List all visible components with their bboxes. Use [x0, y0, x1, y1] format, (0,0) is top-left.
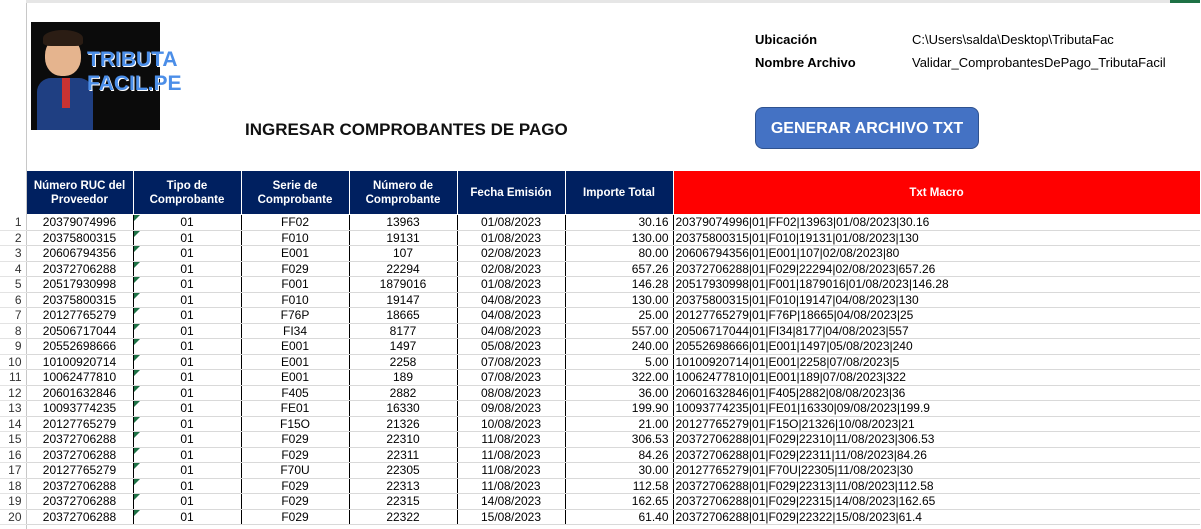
txt-macro-cell[interactable]: 20372706288|01|F029|22294|02/08/2023|657.26 — [673, 261, 1200, 277]
txt-macro-cell[interactable]: 20506717044|01|FI34|8177|04/08/2023|557 — [673, 323, 1200, 339]
importe-cell[interactable]: 557.00 — [565, 323, 673, 339]
row-number[interactable]: 3 — [0, 246, 26, 262]
row-number[interactable]: 13 — [0, 401, 26, 417]
table-row — [0, 308, 1200, 324]
tipo-cell[interactable]: 01 — [133, 308, 241, 324]
serie-cell[interactable]: F029 — [241, 447, 349, 463]
importe-cell[interactable]: 199.90 — [565, 401, 673, 417]
error-indicator-icon — [134, 231, 140, 237]
table-row — [0, 494, 1200, 510]
error-indicator-icon — [134, 293, 140, 299]
table-row — [0, 246, 1200, 262]
importe-cell[interactable]: 84.26 — [565, 447, 673, 463]
error-indicator-icon — [134, 215, 140, 221]
table-row — [0, 339, 1200, 355]
row-number[interactable]: 20 — [0, 509, 26, 525]
importe-cell[interactable]: 322.00 — [565, 370, 673, 386]
row-number[interactable]: 18 — [0, 478, 26, 494]
txt-macro-cell[interactable]: 20517930998|01|F001|1879016|01/08/2023|146.28 — [673, 277, 1200, 293]
importe-cell[interactable]: 30.16 — [565, 215, 673, 231]
serie-cell[interactable]: F15O — [241, 416, 349, 432]
error-indicator-icon — [134, 479, 140, 485]
error-indicator-icon — [134, 308, 140, 314]
fecha-cell[interactable]: 14/08/2023 — [457, 494, 565, 510]
txt-macro-cell[interactable]: 20379074996|01|FF02|13963|01/08/2023|30.16 — [673, 215, 1200, 231]
row-number[interactable]: 14 — [0, 416, 26, 432]
error-indicator-icon — [134, 463, 140, 469]
serie-cell[interactable]: E001 — [241, 246, 349, 262]
table-row — [0, 323, 1200, 339]
fecha-cell[interactable]: 02/08/2023 — [457, 246, 565, 262]
tipo-cell[interactable]: 01 — [133, 385, 241, 401]
numero-cell[interactable]: 22310 — [349, 432, 457, 448]
logo-text-line2: FACIL.PE — [87, 72, 182, 95]
ruc-cell[interactable]: 20127765279 — [26, 463, 133, 479]
importe-cell[interactable]: 112.58 — [565, 478, 673, 494]
location-value[interactable]: C:\Users\salda\Desktop\TributaFac — [912, 32, 1114, 47]
fecha-cell[interactable]: 01/08/2023 — [457, 277, 565, 293]
numero-cell[interactable]: 22294 — [349, 261, 457, 277]
table-row — [0, 277, 1200, 293]
numero-cell[interactable]: 16330 — [349, 401, 457, 417]
error-indicator-icon — [134, 324, 140, 330]
fecha-cell[interactable]: 05/08/2023 — [457, 339, 565, 355]
ruc-cell[interactable]: 20601632846 — [26, 385, 133, 401]
column-header-importe[interactable]: Importe Total — [565, 171, 673, 215]
fecha-cell[interactable]: 02/08/2023 — [457, 261, 565, 277]
numero-cell[interactable]: 22305 — [349, 463, 457, 479]
fecha-cell[interactable]: 11/08/2023 — [457, 463, 565, 479]
error-indicator-icon — [134, 401, 140, 407]
ruc-cell[interactable]: 20372706288 — [26, 478, 133, 494]
table-row — [0, 478, 1200, 494]
row-number[interactable]: 11 — [0, 370, 26, 386]
txt-macro-cell[interactable]: 20606794356|01|E001|107|02/08/2023|80 — [673, 246, 1200, 262]
numero-cell[interactable]: 13963 — [349, 215, 457, 231]
error-indicator-icon — [134, 246, 140, 252]
row-number[interactable]: 4 — [0, 261, 26, 277]
tipo-cell[interactable]: 01 — [133, 478, 241, 494]
tipo-cell[interactable]: 01 — [133, 292, 241, 308]
txt-macro-cell[interactable]: 20372706288|01|F029|22322|15/08/2023|61.4 — [673, 509, 1200, 525]
row-number[interactable]: 6 — [0, 292, 26, 308]
table-header-row — [0, 171, 1200, 215]
numero-cell[interactable]: 22315 — [349, 494, 457, 510]
fecha-cell[interactable]: 11/08/2023 — [457, 447, 565, 463]
error-indicator-icon — [134, 494, 140, 500]
serie-cell[interactable]: FI34 — [241, 323, 349, 339]
fecha-cell[interactable]: 09/08/2023 — [457, 401, 565, 417]
row-number[interactable]: 12 — [0, 385, 26, 401]
numero-cell[interactable]: 2258 — [349, 354, 457, 370]
importe-cell[interactable]: 25.00 — [565, 308, 673, 324]
serie-cell[interactable]: F001 — [241, 277, 349, 293]
txt-macro-cell[interactable]: 20552698666|01|E001|1497|05/08/2023|240 — [673, 339, 1200, 355]
error-indicator-icon — [134, 370, 140, 376]
tipo-cell[interactable]: 01 — [133, 509, 241, 525]
ruc-cell[interactable]: 20372706288 — [26, 447, 133, 463]
importe-cell[interactable]: 61.40 — [565, 509, 673, 525]
fecha-cell[interactable]: 04/08/2023 — [457, 323, 565, 339]
table-row — [0, 230, 1200, 246]
top-rule — [26, 0, 1200, 3]
column-header-ruc[interactable]: Número RUC del Proveedor — [26, 171, 133, 215]
txt-macro-cell[interactable]: 20372706288|01|F029|22310|11/08/2023|306.53 — [673, 432, 1200, 448]
tributafacil-logo — [31, 22, 182, 130]
serie-cell[interactable]: FE01 — [241, 401, 349, 417]
fecha-cell[interactable]: 04/08/2023 — [457, 308, 565, 324]
txt-macro-cell[interactable]: 10093774235|01|FE01|16330|09/08/2023|199.9 — [673, 401, 1200, 417]
txt-macro-cell[interactable]: 20372706288|01|F029|22315|14/08/2023|162.65 — [673, 494, 1200, 510]
ruc-cell[interactable]: 20372706288 — [26, 509, 133, 525]
tipo-cell[interactable]: 01 — [133, 494, 241, 510]
table-row — [0, 370, 1200, 386]
tipo-cell[interactable]: 01 — [133, 447, 241, 463]
importe-cell[interactable]: 5.00 — [565, 354, 673, 370]
table-row — [0, 447, 1200, 463]
numero-cell[interactable]: 22322 — [349, 509, 457, 525]
numero-cell[interactable]: 107 — [349, 246, 457, 262]
txt-macro-cell[interactable]: 10062477810|01|E001|189|07/08/2023|322 — [673, 370, 1200, 386]
ruc-cell[interactable]: 20379074996 — [26, 215, 133, 231]
filename-label: Nombre Archivo — [755, 55, 856, 70]
tipo-cell[interactable]: 01 — [133, 339, 241, 355]
fecha-cell[interactable]: 07/08/2023 — [457, 354, 565, 370]
ruc-cell[interactable]: 20372706288 — [26, 494, 133, 510]
serie-cell[interactable]: F76P — [241, 308, 349, 324]
row-number[interactable]: 5 — [0, 277, 26, 293]
importe-cell[interactable]: 162.65 — [565, 494, 673, 510]
generate-txt-button[interactable]: GENERAR ARCHIVO TXT — [755, 107, 979, 149]
serie-cell[interactable]: F029 — [241, 509, 349, 525]
ruc-cell[interactable]: 10093774235 — [26, 401, 133, 417]
column-header-tipo[interactable]: Tipo de Comprobante — [133, 171, 241, 215]
numero-cell[interactable]: 8177 — [349, 323, 457, 339]
ruc-cell[interactable]: 20606794356 — [26, 246, 133, 262]
row-number[interactable]: 16 — [0, 447, 26, 463]
row-number[interactable]: 19 — [0, 494, 26, 510]
serie-cell[interactable]: F029 — [241, 261, 349, 277]
txt-macro-cell[interactable]: 20375800315|01|F010|19131|01/08/2023|130 — [673, 230, 1200, 246]
tipo-cell[interactable]: 01 — [133, 277, 241, 293]
importe-cell[interactable]: 240.00 — [565, 339, 673, 355]
table-row — [0, 401, 1200, 417]
logo-tie — [62, 78, 70, 108]
error-indicator-icon — [134, 339, 140, 345]
error-indicator-icon — [134, 355, 140, 361]
numero-cell[interactable]: 19147 — [349, 292, 457, 308]
vouchers-table — [0, 170, 1201, 525]
serie-cell[interactable]: F029 — [241, 432, 349, 448]
row-number[interactable]: 1 — [0, 215, 26, 231]
txt-macro-cell[interactable]: 10100920714|01|E001|2258|07/08/2023|5 — [673, 354, 1200, 370]
importe-cell[interactable]: 130.00 — [565, 230, 673, 246]
txt-macro-cell[interactable]: 20127765279|01|F15O|21326|10/08/2023|21 — [673, 416, 1200, 432]
ruc-cell[interactable]: 20127765279 — [26, 308, 133, 324]
table-row — [0, 416, 1200, 432]
ruc-cell[interactable]: 20506717044 — [26, 323, 133, 339]
column-header-txt-macro[interactable]: Txt Macro — [673, 171, 1200, 215]
numero-cell[interactable]: 22311 — [349, 447, 457, 463]
tipo-cell[interactable]: 01 — [133, 261, 241, 277]
location-label: Ubicación — [755, 32, 818, 47]
row-number[interactable]: 9 — [0, 339, 26, 355]
table-row — [0, 261, 1200, 277]
serie-cell[interactable]: F010 — [241, 230, 349, 246]
table-row — [0, 432, 1200, 448]
ruc-cell[interactable]: 20517930998 — [26, 277, 133, 293]
row-number-header — [0, 171, 26, 215]
numero-cell[interactable]: 22313 — [349, 478, 457, 494]
filename-value[interactable]: Validar_ComprobantesDePago_TributaFacil — [912, 55, 1166, 70]
importe-cell[interactable]: 146.28 — [565, 277, 673, 293]
txt-macro-cell[interactable]: 20375800315|01|F010|19147|04/08/2023|130 — [673, 292, 1200, 308]
ruc-cell[interactable]: 20127765279 — [26, 416, 133, 432]
fecha-cell[interactable]: 01/08/2023 — [457, 230, 565, 246]
importe-cell[interactable]: 306.53 — [565, 432, 673, 448]
row-number[interactable]: 10 — [0, 354, 26, 370]
row-number[interactable]: 2 — [0, 230, 26, 246]
importe-cell[interactable]: 21.00 — [565, 416, 673, 432]
serie-cell[interactable]: FF02 — [241, 215, 349, 231]
serie-cell[interactable]: E001 — [241, 354, 349, 370]
error-indicator-icon — [134, 432, 140, 438]
txt-macro-cell[interactable]: 20127765279|01|F76P|18665|04/08/2023|25 — [673, 308, 1200, 324]
numero-cell[interactable]: 18665 — [349, 308, 457, 324]
row-number[interactable]: 8 — [0, 323, 26, 339]
ruc-cell[interactable]: 20372706288 — [26, 432, 133, 448]
importe-cell[interactable]: 36.00 — [565, 385, 673, 401]
ruc-cell[interactable]: 10062477810 — [26, 370, 133, 386]
serie-cell[interactable]: F010 — [241, 292, 349, 308]
table-row — [0, 509, 1200, 525]
fecha-cell[interactable]: 04/08/2023 — [457, 292, 565, 308]
fecha-cell[interactable]: 10/08/2023 — [457, 416, 565, 432]
table-row — [0, 292, 1200, 308]
importe-cell[interactable]: 130.00 — [565, 292, 673, 308]
table-row — [0, 463, 1200, 479]
importe-cell[interactable]: 80.00 — [565, 246, 673, 262]
column-header-serie[interactable]: Serie de Comprobante — [241, 171, 349, 215]
error-indicator-icon — [134, 262, 140, 268]
importe-cell[interactable]: 657.26 — [565, 261, 673, 277]
error-indicator-icon — [134, 277, 140, 283]
error-indicator-icon — [134, 386, 140, 392]
tipo-cell[interactable]: 01 — [133, 230, 241, 246]
txt-macro-cell[interactable]: 20127765279|01|F70U|22305|11/08/2023|30 — [673, 463, 1200, 479]
serie-cell[interactable]: F029 — [241, 494, 349, 510]
txt-macro-cell[interactable]: 20601632846|01|F405|2882|08/08/2023|36 — [673, 385, 1200, 401]
tipo-cell[interactable]: 01 — [133, 463, 241, 479]
tipo-cell[interactable]: 01 — [133, 323, 241, 339]
tipo-cell[interactable]: 01 — [133, 401, 241, 417]
page-title: INGRESAR COMPROBANTES DE PAGO — [245, 120, 568, 139]
fecha-cell[interactable]: 07/08/2023 — [457, 370, 565, 386]
fecha-cell[interactable]: 11/08/2023 — [457, 478, 565, 494]
fecha-cell[interactable]: 08/08/2023 — [457, 385, 565, 401]
numero-cell[interactable]: 21326 — [349, 416, 457, 432]
error-indicator-icon — [134, 448, 140, 454]
serie-cell[interactable]: F70U — [241, 463, 349, 479]
row-number[interactable]: 15 — [0, 432, 26, 448]
ruc-cell[interactable]: 20552698666 — [26, 339, 133, 355]
error-indicator-icon — [134, 510, 140, 516]
table-row — [0, 215, 1200, 231]
row-number[interactable]: 17 — [0, 463, 26, 479]
logo-text-line1: TRIBUTA — [87, 48, 178, 71]
serie-cell[interactable]: F405 — [241, 385, 349, 401]
fecha-cell[interactable]: 01/08/2023 — [457, 215, 565, 231]
txt-macro-cell[interactable]: 20372706288|01|F029|22313|11/08/2023|112.58 — [673, 478, 1200, 494]
serie-cell[interactable]: E001 — [241, 339, 349, 355]
txt-macro-cell[interactable]: 20372706288|01|F029|22311|11/08/2023|84.26 — [673, 447, 1200, 463]
tipo-cell[interactable]: 01 — [133, 370, 241, 386]
tipo-cell[interactable]: 01 — [133, 215, 241, 231]
tipo-cell[interactable]: 01 — [133, 416, 241, 432]
tipo-cell[interactable]: 01 — [133, 246, 241, 262]
logo-hair — [43, 30, 83, 46]
numero-cell[interactable]: 189 — [349, 370, 457, 386]
table-row — [0, 354, 1200, 370]
serie-cell[interactable]: F029 — [241, 478, 349, 494]
error-indicator-icon — [134, 417, 140, 423]
numero-cell[interactable]: 1879016 — [349, 277, 457, 293]
serie-cell[interactable]: E001 — [241, 370, 349, 386]
importe-cell[interactable]: 30.00 — [565, 463, 673, 479]
tipo-cell[interactable]: 01 — [133, 432, 241, 448]
column-header-fecha[interactable]: Fecha Emisión — [457, 171, 565, 215]
tipo-cell[interactable]: 01 — [133, 354, 241, 370]
row-number[interactable]: 7 — [0, 308, 26, 324]
ruc-cell[interactable]: 10100920714 — [26, 354, 133, 370]
fecha-cell[interactable]: 11/08/2023 — [457, 432, 565, 448]
ruc-cell[interactable]: 20372706288 — [26, 261, 133, 277]
fecha-cell[interactable]: 15/08/2023 — [457, 509, 565, 525]
column-header-numero[interactable]: Número de Comprobante — [349, 171, 457, 215]
ruc-cell[interactable]: 20375800315 — [26, 292, 133, 308]
numero-cell[interactable]: 19131 — [349, 230, 457, 246]
numero-cell[interactable]: 2882 — [349, 385, 457, 401]
ruc-cell[interactable]: 20375800315 — [26, 230, 133, 246]
table-row — [0, 385, 1200, 401]
numero-cell[interactable]: 1497 — [349, 339, 457, 355]
selection-marker — [1170, 0, 1200, 3]
